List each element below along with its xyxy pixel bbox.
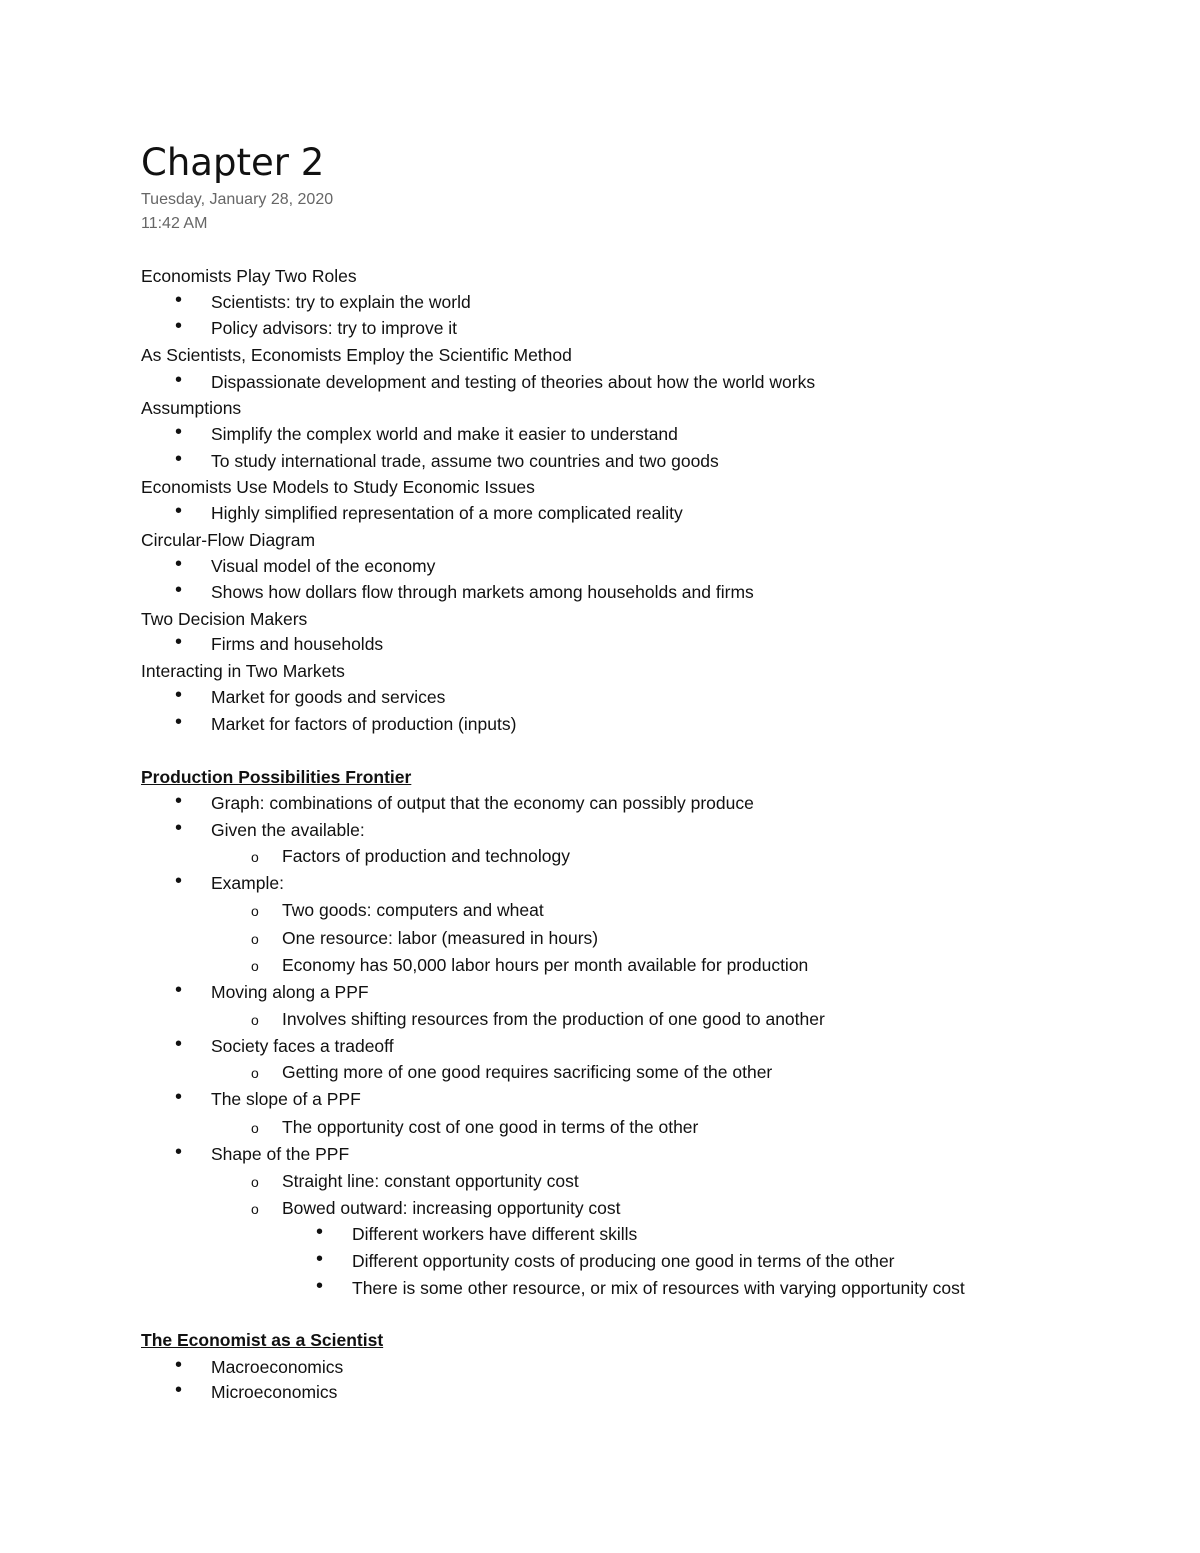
bullet-item: There is some other resource, or mix of resources with varying opportunity cost [352, 1278, 965, 1298]
topic-line: As Scientists, Economists Employ the Scientific Method [141, 345, 572, 365]
bullet-item: Two goods: computers and wheat [282, 900, 544, 920]
bullet-item: Different workers have different skills [352, 1224, 638, 1244]
bullet-item: Given the available: [211, 820, 365, 840]
bullet-item: To study international trade, assume two countries and two goods [211, 451, 719, 471]
bullet-item: Straight line: constant opportunity cost [282, 1171, 579, 1191]
bullet-icon: • [175, 1379, 183, 1401]
bullet-icon: • [175, 1033, 183, 1055]
bullet-icon: • [316, 1221, 324, 1243]
bullet-item: Firms and households [211, 634, 384, 654]
topic-line: Circular-Flow Diagram [141, 530, 316, 550]
note-time: 11:42 AM [141, 215, 208, 232]
topic-line: Assumptions [141, 398, 242, 418]
bullet-item: Dispassionate development and testing of theories about how the world works [211, 372, 816, 392]
bullet-icon: • [175, 817, 183, 839]
bullet-item: Highly simplified representation of a more complicated reality [211, 503, 683, 523]
topic-line: Interacting in Two Markets [141, 661, 345, 681]
bullet-item: Different opportunity costs of producing one good in terms of the other [352, 1251, 895, 1271]
bullet-icon: • [175, 448, 183, 470]
bullet-item: Factors of production and technology [282, 846, 570, 866]
bullet-item: Getting more of one good requires sacrificing some of the other [282, 1062, 773, 1082]
bullet-item: Market for goods and services [211, 687, 446, 707]
bullet-icon: • [175, 979, 183, 1001]
bullet-item: The slope of a PPF [211, 1089, 361, 1109]
bullet-item: Shows how dollars flow through markets among households and firms [211, 582, 754, 602]
bullet-icon: • [175, 790, 183, 812]
bullet-icon: • [175, 684, 183, 706]
hollow-bullet-icon: o [251, 931, 259, 947]
bullet-item: Example: [211, 873, 284, 893]
bullet-item: Economy has 50,000 labor hours per month available for production [282, 955, 809, 975]
topic-line: Economists Use Models to Study Economic Issues [141, 477, 535, 497]
section-heading: The Economist as a Scientist [141, 1330, 384, 1350]
bullet-item: Scientists: try to explain the world [211, 292, 471, 312]
bullet-icon: • [175, 631, 183, 653]
bullet-item: Shape of the PPF [211, 1144, 350, 1164]
bullet-item: Bowed outward: increasing opportunity cost [282, 1198, 621, 1218]
page-title: Chapter 2 [141, 141, 325, 184]
bullet-item: Moving along a PPF [211, 982, 369, 1002]
hollow-bullet-icon: o [251, 849, 259, 865]
bullet-item: Macroeconomics [211, 1357, 344, 1377]
bullet-icon: • [175, 289, 183, 311]
bullet-icon: • [316, 1248, 324, 1270]
bullet-icon: • [175, 315, 183, 337]
hollow-bullet-icon: o [251, 1065, 259, 1081]
bullet-item: Market for factors of production (inputs) [211, 714, 517, 734]
bullet-icon: • [316, 1275, 324, 1297]
topic-line: Economists Play Two Roles [141, 266, 357, 286]
topic-line: Two Decision Makers [141, 609, 308, 629]
bullet-icon: • [175, 500, 183, 522]
bullet-icon: • [175, 870, 183, 892]
bullet-icon: • [175, 711, 183, 733]
bullet-icon: • [175, 579, 183, 601]
hollow-bullet-icon: o [251, 1201, 259, 1217]
bullet-item: Society faces a tradeoff [211, 1036, 394, 1056]
hollow-bullet-icon: o [251, 1120, 259, 1136]
bullet-item: Visual model of the economy [211, 556, 436, 576]
hollow-bullet-icon: o [251, 1174, 259, 1190]
bullet-item: One resource: labor (measured in hours) [282, 928, 599, 948]
bullet-icon: • [175, 1086, 183, 1108]
section-heading: Production Possibilities Frontier [141, 767, 412, 787]
bullet-item: Involves shifting resources from the production of one good to another [282, 1009, 825, 1029]
hollow-bullet-icon: o [251, 958, 259, 974]
bullet-icon: • [175, 1354, 183, 1376]
hollow-bullet-icon: o [251, 1012, 259, 1028]
bullet-item: Policy advisors: try to improve it [211, 318, 458, 338]
bullet-item: The opportunity cost of one good in terms of the other [282, 1117, 699, 1137]
bullet-icon: • [175, 1141, 183, 1163]
hollow-bullet-icon: o [251, 903, 259, 919]
bullet-icon: • [175, 553, 183, 575]
note-date: Tuesday, January 28, 2020 [141, 191, 334, 208]
bullet-item: Simplify the complex world and make it easier to understand [211, 424, 678, 444]
bullet-icon: • [175, 421, 183, 443]
bullet-item: Microeconomics [211, 1382, 338, 1402]
bullet-icon: • [175, 369, 183, 391]
bullet-item: Graph: combinations of output that the economy can possibly produce [211, 793, 754, 813]
